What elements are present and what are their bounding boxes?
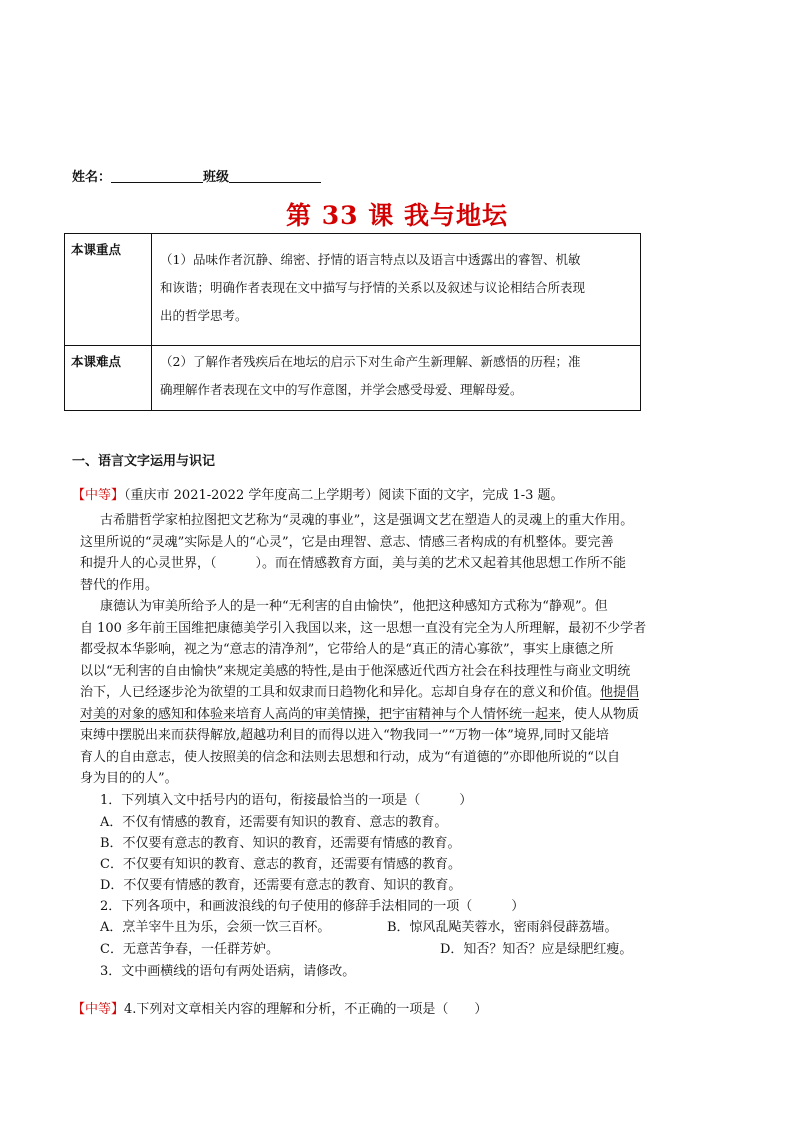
- class-label: 班级: [203, 170, 230, 185]
- option-d[interactable]: D．不仅要有情感的教育，还需要有意志的教育、知识的教育。: [100, 878, 462, 893]
- difficulty-tag: 【中等】: [72, 488, 125, 503]
- passage-line: 替代的作用。: [80, 577, 159, 593]
- question-2-stem: 2．下列各项中，和画波浪线的句子使用的修辞手法相同的一项（ ）: [100, 899, 525, 914]
- passage-line: 这里所说的“灵魂”实际是人的“心灵”，它是由理智、意志、情感三者构成的有机整体。要完善: [80, 534, 614, 550]
- lesson-focus-table: [64, 233, 641, 411]
- passage-line: 康德认为审美所给予人的是一种“无利害的自由愉快”，他把这种感知方式称为“静观”。但: [100, 599, 608, 614]
- passage-line: 古希腊哲学家柏拉图把文艺称为“灵魂的事业”，这是强调文艺在塑造人的灵魂上的重大作用。: [100, 513, 634, 528]
- focus-line: （1）品味作者沉静、绵密、抒情的语言特点以及语言中透露出的睿智、机敏: [160, 252, 581, 267]
- question-intro: [72, 484, 564, 503]
- section-heading: 一、语言文字运用与识记: [72, 454, 216, 469]
- difficulty-tag: 【中等】: [72, 1002, 125, 1017]
- passage-line: 以以“无利害的自由愉快”来规定美感的特性,是由于他深感近代西方社会在科技理性与商业文明统: [80, 663, 631, 679]
- difficulty-label: 本课难点: [65, 346, 152, 411]
- table-row: [65, 346, 641, 411]
- difficulty-line: 确理解作者表现在文中的写作意图，并学会感受母爱、理解母爱。: [160, 382, 523, 397]
- passage-paragraph-1: [80, 510, 720, 596]
- lesson-title: 第 33 课 我与地坛: [286, 201, 508, 230]
- passage-line: 身为目的的人”。: [80, 771, 178, 786]
- name-label: 姓名：: [72, 170, 112, 185]
- option-b[interactable]: B．惊风乱飐芙蓉水，密雨斜侵薜荔墙。: [387, 920, 618, 935]
- option-b[interactable]: B．不仅要有意志的教育、知识的教育，还需要有情感的教育。: [100, 836, 461, 851]
- difficulty-line: （2）了解作者残疾后在地坛的启示下对生命产生新理解、新感悟的历程；准: [160, 354, 581, 369]
- question-intro-text: （重庆市 2021-2022 学年度高二上学期考）阅读下面的文字，完成 1-3 题。: [124, 488, 564, 503]
- passage-line: 育人的自由意志，使人按照美的信念和法则去思想和行动，成为“有道德的”亦即他所说的“以自: [80, 749, 620, 765]
- underlined-sentence: 对美的对象的感知和体验来培育人高尚的审美情操，把宇宙精神与个人情怀统一起来: [80, 706, 562, 722]
- underlined-sentence: 他提倡: [600, 685, 640, 700]
- question-3-stem: 3．文中画横线的语句有两处语病，请修改。: [100, 964, 356, 979]
- option-d[interactable]: D．知否？知否？应是绿肥红瘦。: [440, 942, 633, 957]
- option-a[interactable]: A．不仅有情感的教育，还需要有知识的教育、意志的教育。: [100, 815, 448, 830]
- passage-line: 自 100 多年前王国维把康德美学引入我国以来，这一思想一直没有完全为人所理解，最初不少学者: [80, 620, 647, 636]
- passage-line: 和提升人的心灵世界，（ ）。而在情感教育方面，美与美的艺术又起着其他思想工作所不能: [80, 556, 627, 571]
- question-4-stem: 4.下列对文章相关内容的理解和分析，不正确的一项是（ ）: [124, 1002, 488, 1017]
- option-c[interactable]: C．无意苦争春，一任群芳妒。: [100, 942, 279, 957]
- table-row: [65, 234, 641, 346]
- passage-line: [80, 704, 720, 726]
- student-info-line: [72, 166, 321, 185]
- passage-line: 束缚中摆脱出来而获得解放,超越功利目的而得以进入“物我同一”“万物一体”境界,同时又能培: [80, 728, 609, 743]
- passage-paragraph-2: [80, 596, 720, 790]
- option-c[interactable]: C．不仅要有知识的教育、意志的教育，还需要有情感的教育。: [100, 857, 461, 872]
- focus-content: [152, 234, 641, 346]
- name-blank[interactable]: [111, 169, 203, 183]
- question-1-stem: 1．下列填入文中括号内的语句，衔接最恰当的一项是（ ）: [100, 793, 473, 808]
- focus-line: 和诙谐；明确作者表现在文中描写与抒情的关系以及叙述与议论相结合所表现: [160, 280, 586, 295]
- passage-line: 都受叔本华影响，视之为“意志的清净剂”，它带给人的是“真正的清心寡欲”，事实上康德之所: [80, 642, 614, 657]
- passage-line: [80, 682, 720, 704]
- passage-text: ，使人从物质: [561, 706, 640, 722]
- question-4: [72, 998, 487, 1017]
- focus-line: 出的哲学思考。: [160, 308, 248, 323]
- class-blank[interactable]: [229, 169, 321, 183]
- option-a[interactable]: A．烹羊宰牛且为乐，会须一饮三百杯。: [100, 920, 331, 935]
- focus-label: 本课重点: [65, 234, 152, 346]
- passage-text: 治下，人已经逐步沦为欲望的工具和奴隶而日趋物化和异化。忘却自身存在的意义和价值。: [80, 685, 601, 700]
- difficulty-content: [152, 346, 641, 411]
